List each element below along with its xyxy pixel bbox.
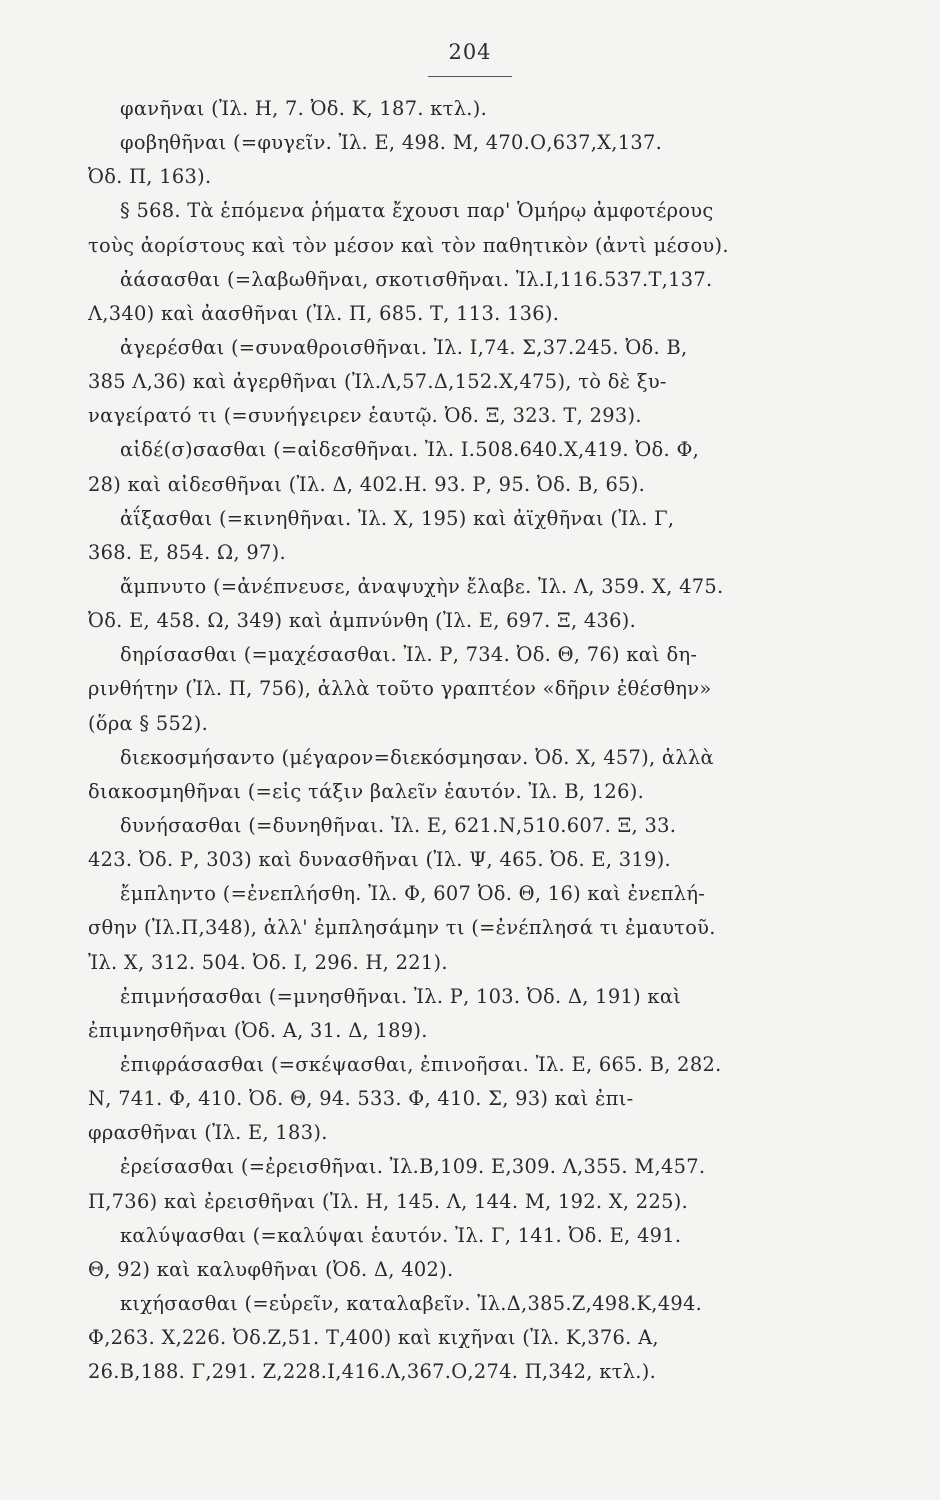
text-line: διεκοσμήσαντο (μέγαρον=διεκόσμησαν. Ὀδ. Χ, 457), ἀλλὰ [120,745,714,769]
text-line: καλύψασθαι (=καλύψαι ἑαυτόν. Ἰλ. Γ, 141. Ὀδ. Ε, 491. [120,1223,682,1247]
text-line: (ὅρα § 552). [88,711,209,735]
text-line: φανῆναι (Ἰλ. Η, 7. Ὀδ. Κ, 187. κτλ.). [120,97,488,120]
text-line: ρινθήτην (Ἰλ. Π, 756), ἀλλὰ τοῦτο γραπτέον «δῆριν ἐθέσθην» [88,677,712,701]
text-line: Ὀδ. Ε, 458. Ω, 349) καὶ ἀμπνύνθη (Ἰλ. Ε, 697. Ξ, 436). [88,609,637,633]
text-line: 423. Ὀδ. Ρ, 303) καὶ δυνασθῆναι (Ἰλ. Ψ, 465. Ὀδ. Ε, 319). [88,848,672,872]
text-line: ἀΐξασθαι (=κινηθῆναι. Ἰλ. Χ, 195) καὶ ἀϊχθῆναι (Ἰλ. Γ, [120,506,675,530]
text-line: τοὺς ἀορίστους καὶ τὸν μέσον καὶ τὸν παθητικὸν (ἀντὶ μέσου). [88,233,729,257]
text-line: Φ,263. Χ,226. Ὀδ.Ζ,51. Τ,400) καὶ κιχῆναι (Ἰλ. Κ,376. Α, [88,1326,659,1350]
text-line: δηρίσασθαι (=μαχέσασθαι. Ἰλ. Ρ, 734. Ὀδ. Θ, 76) καὶ δη- [120,643,698,667]
text-line: 26.Β,188. Γ,291. Ζ,228.Ι,416.Λ,367.Ο,274. Π,342, κτλ.). [88,1360,657,1384]
text-line: δυνήσασθαι (=δυνηθῆναι. Ἰλ. Ε, 621.Ν,510.607. Ξ, 33. [120,813,677,837]
text-line: ἐπιμνήσασθαι (=μνησθῆναι. Ἰλ. Ρ, 103. Ὀδ. Δ, 191) καὶ [120,984,682,1008]
text-line: φοβηθῆναι (=φυγεῖν. Ἰλ. Ε, 498. Μ, 470.Ο,637,Χ,137. [120,131,663,155]
text-line: σθην (Ἰλ.Π,348), ἀλλ' ἐμπλησάμην τι (=ἐνέπλησά τι ἐμαυτοῦ. [88,916,716,940]
text-line: Θ, 92) καὶ καλυφθῆναι (Ὀδ. Δ, 402). [88,1257,454,1281]
text-line: Ὀδ. Π, 163). [88,165,212,189]
text-line: ἔμπληντο (=ἐνεπλήσθη. Ἰλ. Φ, 607 Ὀδ. Θ, 16) καὶ ἐνεπλή- [120,882,706,906]
text-line: ναγείρατό τι (=συνήγειρεν ἑαυτῷ. Ὀδ. Ξ, 323. Τ, 293). [88,404,642,428]
text-line: Λ,340) καὶ ἀασθῆναι (Ἰλ. Π, 685. Τ, 113. 136). [88,301,560,325]
page-number: 204 [448,40,492,64]
text-line: § 568. Τὰ ἑπόμενα ῥήματα ἔχουσι παρ' Ὁμήρῳ ἀμφοτέρους [120,199,714,223]
text-line: διακοσμηθῆναι (=εἰς τάξιν βαλεῖν ἑαυτόν. Ἰλ. Β, 126). [88,779,645,803]
text-line: αἰδέ(σ)σασθαι (=αἰδεσθῆναι. Ἰλ. Ι.508.640.Χ,419. Ὀδ. Φ, [120,438,700,462]
text-line: ἄμπνυτο (=ἀνέπνευσε, ἀναψυχὴν ἔλαβε. Ἰλ. Λ, 359. Χ, 475. [120,574,724,598]
text-line: 368. Ε, 854. Ω, 97). [88,540,286,564]
text-line: Ἰλ. Χ, 312. 504. Ὀδ. Ι, 296. Η, 221). [88,950,448,974]
text-line: ἐρείσασθαι (=ἐρεισθῆναι. Ἰλ.Β,109. Ε,309. Λ,355. Μ,457. [120,1155,706,1179]
text-line: φρασθῆναι (Ἰλ. Ε, 183). [88,1121,328,1145]
text-line: ἀάσασθαι (=λαβωθῆναι, σκοτισθῆναι. Ἰλ.Ι,116.537.Τ,137. [120,267,713,291]
page-number-rule [428,76,512,77]
text-line: ἐπιμνησθῆναι (Ὀδ. Α, 31. Δ, 189). [88,1018,428,1042]
page-text [88,92,824,1389]
text-line: Ν, 741. Φ, 410. Ὀδ. Θ, 94. 533. Φ, 410. Σ, 93) καὶ ἐπι- [88,1087,634,1111]
text-line: 385 Λ,36) καὶ ἀγερθῆναι (Ἰλ.Λ,57.Δ,152.Χ,475), τὸ δὲ ξυ- [88,370,667,394]
text-line: κιχήσασθαι (=εὑρεῖν, καταλαβεῖν. Ἰλ.Δ,385.Ζ,498.Κ,494. [120,1291,703,1315]
text-line: Π,736) καὶ ἐρεισθῆναι (Ἰλ. Η, 145. Λ, 144. Μ, 192. Χ, 225). [88,1189,689,1213]
text-line: 28) καὶ αἰδεσθῆναι (Ἰλ. Δ, 402.Η. 93. Ρ, 95. Ὀδ. Β, 65). [88,472,646,496]
text-line: ἐπιφράσασθαι (=σκέψασθαι, ἐπινοῆσαι. Ἰλ. Ε, 665. Β, 282. [120,1052,722,1076]
text-line: ἀγερέσθαι (=συναθροισθῆναι. Ἰλ. Ι,74. Σ,37.245. Ὀδ. Β, [120,335,688,359]
